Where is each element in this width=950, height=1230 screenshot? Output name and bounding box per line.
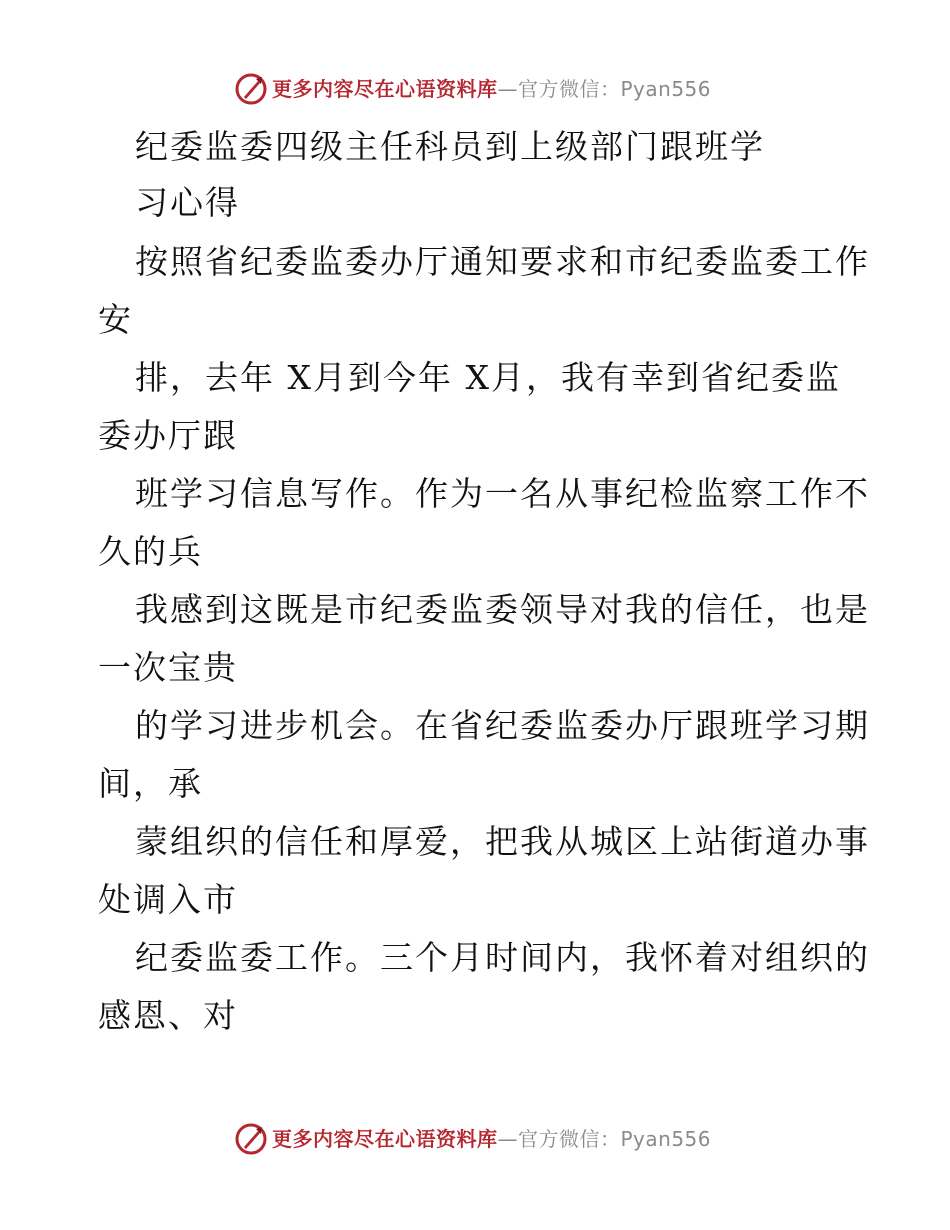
watermark-main-text: 更多内容尽在心语资料库	[272, 77, 498, 101]
body-line: 一次宝贵	[98, 648, 238, 687]
header-watermark	[0, 70, 950, 110]
watermark-separator: —	[497, 77, 518, 101]
quill-pen-icon	[234, 72, 268, 106]
watermark-label: 官方微信：	[518, 1127, 621, 1151]
watermark-separator: —	[497, 1127, 518, 1151]
watermark-main-text: 更多内容尽在心语资料库	[272, 1127, 498, 1151]
quill-pen-icon	[234, 1122, 268, 1156]
body-line: 我感到这既是市纪委监委领导对我的信任，也是	[135, 590, 870, 629]
body-line: 排，去年 X月到今年 X月，我有幸到省纪委监	[135, 358, 841, 397]
watermark-id: Pyan556	[620, 77, 712, 101]
body-line: 委办厅跟	[98, 416, 238, 455]
footer-watermark	[0, 1120, 950, 1160]
watermark-label: 官方微信：	[518, 77, 621, 101]
body-line: 班学习信息写作。作为一名从事纪检监察工作不	[135, 474, 870, 513]
body-line: 安	[98, 300, 133, 339]
body-line: 久的兵	[98, 532, 203, 571]
title-line-2: 习心得	[135, 183, 240, 222]
body-line: 间，承	[98, 764, 203, 803]
body-line: 按照省纪委监委办厅通知要求和市纪委监委工作	[135, 242, 870, 281]
title-line-1: 纪委监委四级主任科员到上级部门跟班学	[135, 127, 765, 166]
body-line: 感恩、对	[98, 996, 238, 1035]
body-line: 的学习进步机会。在省纪委监委办厅跟班学习期	[135, 706, 870, 745]
watermark-id: Pyan556	[620, 1127, 712, 1151]
body-line: 纪委监委工作。三个月时间内，我怀着对组织的	[135, 938, 870, 977]
body-line: 蒙组织的信任和厚爱，把我从城区上站街道办事	[135, 822, 870, 861]
body-line: 处调入市	[98, 880, 238, 919]
